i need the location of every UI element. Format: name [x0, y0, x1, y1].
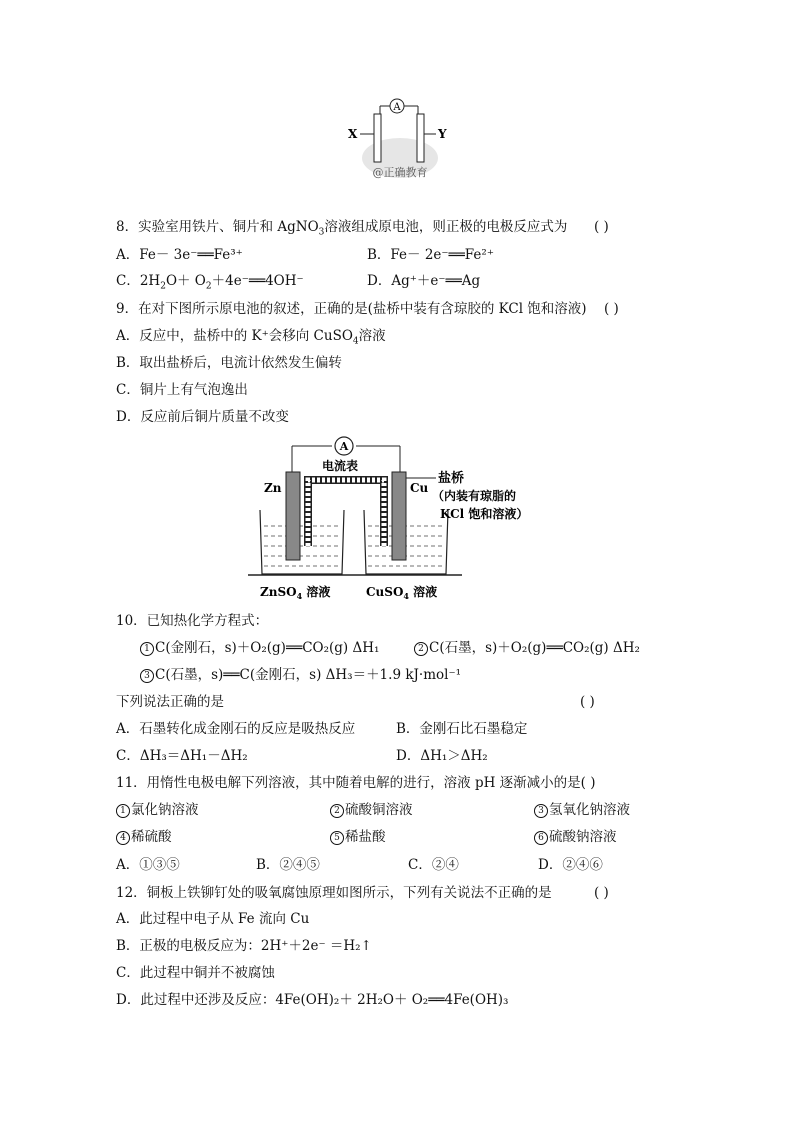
svg-text:KCl 饱和溶液）: KCl 饱和溶液） — [440, 507, 529, 521]
zn-label: Zn — [264, 481, 282, 495]
circled-1-icon: 1 — [116, 804, 130, 818]
q12-option-c: C．此过程中铜并不被腐蚀 — [116, 965, 275, 981]
q11-option-d: D．②④⑥ — [538, 857, 603, 873]
q11-item-4: 4 稀硫酸 — [116, 828, 172, 846]
svg-text:A: A — [339, 440, 349, 453]
q10-eq2: 2 C(石墨，s)＋O₂(g)══CO₂(g) ΔH₂ — [414, 639, 640, 657]
circled-3-icon: 3 — [140, 669, 154, 683]
q10-stem2: 下列说法正确的是 — [116, 694, 224, 710]
cu-label: Cu — [410, 481, 429, 495]
q11-item-6: 6 硫酸钠溶液 — [534, 828, 617, 846]
q12-stem: 12．铜板上铁铆钉处的吸氧腐蚀原理如图所示，下列有关说法不正确的是 — [116, 885, 552, 901]
circled-2-icon: 2 — [330, 804, 344, 818]
q10-option-a: A．石墨转化成金刚石的反应是吸热反应 — [116, 721, 356, 737]
watermark: @正确教育 — [372, 166, 428, 179]
q10-eq1: 1 C(金刚石，s)＋O₂(g)══CO₂(g) ΔH₁ — [140, 639, 379, 657]
q11-option-a: A．①③⑤ — [116, 857, 180, 873]
q9-option-a: A．反应中，盐桥中的 K⁺会移向 CuSO$_4$溶液 — [116, 328, 386, 347]
circled-5-icon: 5 — [330, 831, 344, 845]
q10-option-c: C．ΔH₃＝ΔH₁－ΔH₂ — [116, 748, 248, 764]
figure-galvanic-cell-1 — [340, 92, 460, 184]
left-solution-label: ZnSO$_4$ 溶液 — [260, 585, 331, 601]
q12-paren: ( ) — [594, 885, 609, 901]
q11-option-c: C．②④ — [408, 857, 459, 873]
right-solution-label: CuSO$_4$ 溶液 — [366, 585, 438, 601]
q11-option-b: B．②④⑤ — [256, 857, 320, 873]
circled-6-icon: 6 — [534, 831, 548, 845]
salt-bridge — [308, 480, 384, 546]
q8-option-d: D．Ag⁺＋e⁻══Ag — [367, 273, 481, 289]
q8-option-b: B．Fe－ 2e⁻══Fe²⁺ — [367, 247, 494, 263]
q10-paren: ( ) — [580, 694, 595, 710]
q11-stem: 11．用惰性电极电解下列溶液，其中随着电解的进行，溶液 pH 逐渐减小的是( ) — [116, 775, 596, 791]
electrode-x — [374, 114, 381, 162]
circled-2-icon: 2 — [414, 642, 428, 656]
q8-paren: ( ) — [594, 219, 609, 235]
ammeter-label: 电流表 — [322, 459, 359, 473]
q9-option-b: B．取出盐桥后，电流计依然发生偏转 — [116, 355, 342, 371]
salt-bridge-label: 盐桥 — [438, 471, 465, 486]
circled-4-icon: 4 — [116, 831, 130, 845]
q8-option-c: C．$2H_2O+$ $O_2+4e^-══4OH^-$ — [116, 273, 304, 292]
q9-option-d: D．反应前后铜片质量不改变 — [116, 409, 289, 425]
q12-option-b: B．正极的电极反应为：2H⁺＋2e⁻ ＝H₂↑ — [116, 938, 372, 954]
q10-stem: 10．已知热化学方程式： — [116, 613, 269, 629]
q11-item-1: 1 氯化钠溶液 — [116, 801, 199, 819]
cu-electrode — [392, 472, 406, 560]
circled-1-icon: 1 — [140, 642, 154, 656]
q11-item-5: 5 稀盐酸 — [330, 828, 386, 846]
svg-text:（内装有琼脂的: （内装有琼脂的 — [432, 489, 517, 503]
q12-option-a: A．此过程中电子从 Fe 流向 Cu — [116, 911, 310, 927]
electrode-y-label: Y — [438, 127, 447, 141]
figure-salt-bridge-cell — [240, 434, 570, 604]
q9-stem: 9．在对下图所示原电池的叙述，正确的是(盐桥中装有含琼胶的 KCl 饱和溶液) — [116, 301, 587, 317]
zn-electrode — [286, 472, 300, 560]
q8-stem: 8．实验室用铁片、铜片和 AgNO$_3$溶液组成原电池，则正极的电极反应式为 — [116, 219, 568, 238]
q9-option-c: C．铜片上有气泡逸出 — [116, 382, 248, 398]
electrode-x-label: X — [348, 127, 358, 141]
svg-text:A: A — [393, 102, 401, 113]
q12-option-d: D．此过程中还涉及反应：4Fe(OH)₂＋ 2H₂O＋ O₂══4Fe(OH)₃ — [116, 992, 509, 1008]
q10-option-b: B．金刚石比石墨稳定 — [396, 721, 528, 737]
beaker-left — [260, 510, 344, 574]
q11-item-2: 2 硫酸铜溶液 — [330, 801, 413, 819]
q10-eq3: 3 C(石墨，s)══C(金刚石，s) ΔH₃＝＋1.9 kJ·mol⁻¹ — [140, 666, 461, 684]
q10-option-d: D．ΔH₁＞ΔH₂ — [396, 748, 488, 764]
circled-3-icon: 3 — [534, 804, 548, 818]
electrode-y — [417, 114, 424, 162]
q9-paren: ( ) — [604, 301, 619, 317]
q11-item-3: 3 氢氧化钠溶液 — [534, 801, 630, 819]
q8-option-a: A．Fe－ 3e⁻══Fe³⁺ — [116, 247, 243, 263]
